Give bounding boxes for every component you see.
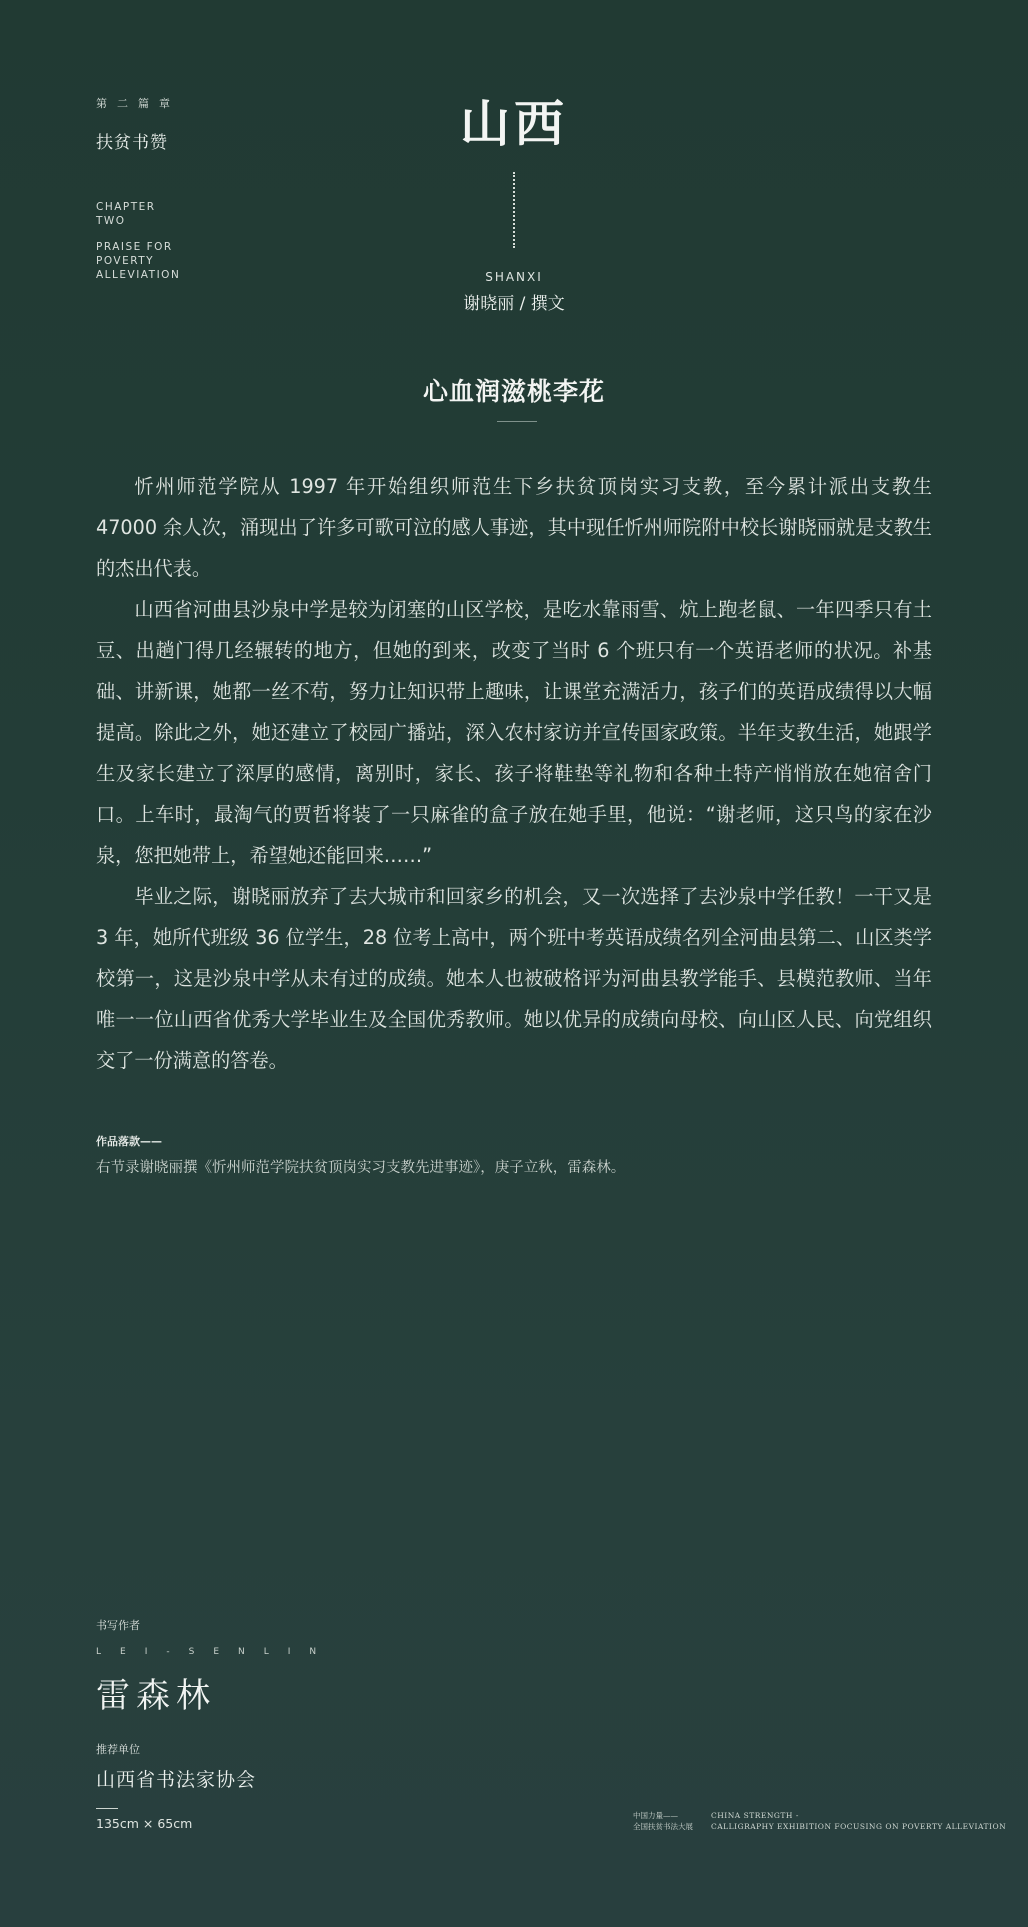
writer-label: 书写作者 bbox=[96, 1619, 140, 1632]
artwork-size: 135cm × 65cm bbox=[96, 1816, 193, 1831]
dotted-divider bbox=[513, 172, 515, 248]
size-divider bbox=[96, 1808, 118, 1809]
province-title-en: SHANXI bbox=[485, 270, 543, 284]
chapter-name-en-line: ALLEVIATION bbox=[96, 269, 181, 281]
article-body bbox=[96, 466, 932, 1081]
exhibition-logo-cn-line: 全国扶贫书法大展 bbox=[633, 1822, 693, 1831]
unit-label: 推荐单位 bbox=[96, 1743, 140, 1756]
inscription-text: 右节录谢晓丽撰《忻州师范学院扶贫顶岗实习支教先进事迹》，庚子立秋，雷森林。 bbox=[96, 1160, 626, 1176]
exhibition-logo-en bbox=[711, 1810, 1006, 1832]
article-paragraph: 毕业之际，谢晓丽放弃了去大城市和回家乡的机会，又一次选择了去沙泉中学任教！一干又是 3 年，她所代班级 36 位学生，28 位考上高中，两个班中考英语成绩名列全河曲县第二、山区类学校第一，这是沙泉中学从未有过的成绩。她本人也被破格评为河曲县教学能手、县模范教师、当年唯一一位山西省优秀大学毕业生及全国优秀教师。她以优异的成绩向母校、向山区人民、向党组织交了一份满意的答卷。 bbox=[96, 885, 932, 1072]
article-paragraph: 山西省河曲县沙泉中学是较为闭塞的山区学校，是吃水靠雨雪、炕上跑老鼠、一年四季只有土豆、出趟门得几经辗转的地方，但她的到来，改变了当时 6 个班只有一个英语老师的状况。补基础、讲新课，她都一丝不苟，努力让知识带上趣味，让课堂充满活力，孩子们的英语成绩得以大幅提高。除此之外，她还建立了校园广播站，深入农村家访并宣传国家政策。半年支教生活，她跟学生及家长建立了深厚的感情，离别时，家长、孩子将鞋垫等礼物和各种土特产悄悄放在她宿舍门口。上车时，最淘气的贾哲将装了一只麻雀的盒子放在她手里，他说：“谢老师，这只鸟的家在沙泉，您把她带上，希望她还能回来……” bbox=[96, 598, 932, 867]
province-title: 山西 bbox=[460, 94, 568, 153]
inscription-label: 作品落款—— bbox=[96, 1135, 162, 1148]
chapter-name-en-line: POVERTY bbox=[96, 255, 155, 267]
exhibition-logo-cn bbox=[633, 1810, 693, 1832]
exhibition-logo-en-line: CALLIGRAPHY EXHIBITION FOCUSING ON POVERTY ALLEVIATION bbox=[711, 1822, 1007, 1831]
chapter-number-en-line: CHAPTER bbox=[96, 201, 156, 213]
exhibition-logo-cn-line: 中国力量—— bbox=[633, 1811, 678, 1820]
chapter-name-en-line: PRAISE FOR bbox=[96, 241, 173, 253]
chapter-number: 第二篇章 bbox=[96, 97, 180, 110]
title-divider bbox=[497, 421, 537, 422]
article-title: 心血润滋桃李花 bbox=[422, 377, 605, 406]
chapter-number-en bbox=[96, 200, 206, 228]
chapter-number-en-line: TWO bbox=[96, 215, 126, 227]
article-paragraph: 忻州师范学院从 1997 年开始组织师范生下乡扶贫顶岗实习支教，至今累计派出支教生 47000 余人次，涌现出了许多可歌可泣的感人事迹，其中现任忻州师院附中校长谢晓丽就是支教生的杰出代表。 bbox=[96, 475, 932, 580]
writer-pinyin: LEI-SENLIN bbox=[96, 1647, 336, 1657]
unit-name: 山西省书法家协会 bbox=[96, 1769, 257, 1791]
chapter-name: 扶贫书赞 bbox=[96, 133, 168, 153]
author-line: 谢晓丽 / 撰文 bbox=[463, 294, 565, 314]
exhibition-logo-en-line: CHINA STRENGTH - bbox=[711, 1811, 799, 1820]
writer-name: 雷森林 bbox=[96, 1676, 216, 1716]
